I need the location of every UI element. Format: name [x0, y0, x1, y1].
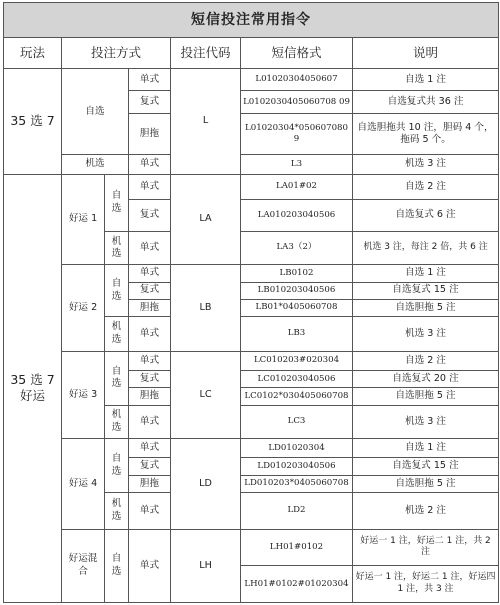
bet-desc: 机选 2 注 — [353, 492, 499, 529]
bet-desc: 自选 2 注 — [353, 174, 499, 199]
play-35x7-haoyun: 35 选 7 好运 — [4, 174, 62, 602]
bet-desc: 自选复式 15 注 — [353, 282, 499, 299]
bet-desc: 自选 1 注 — [353, 265, 499, 282]
jixuan-label: 机选 — [105, 405, 129, 439]
bet-type: 单式 — [129, 529, 171, 602]
sms-format: LD01020304 — [241, 439, 353, 458]
g1-jixuan-label: 机选 — [62, 155, 129, 174]
sms-format: LD010203*0405060708 — [241, 475, 353, 492]
sms-format: LD010203040506 — [241, 458, 353, 475]
bet-type: 胆拖 — [129, 475, 171, 492]
bet-type: 单式 — [129, 174, 171, 199]
bet-type: 复式 — [129, 458, 171, 475]
bet-type: 单式 — [129, 317, 171, 352]
g1-zixuan-label: 自选 — [62, 69, 129, 155]
zixuan-label: 自选 — [105, 529, 129, 602]
zixuan-label: 自选 — [105, 174, 129, 231]
sms-format: LC3 — [241, 405, 353, 439]
sms-format: L01020304*0506070809 — [241, 113, 353, 155]
play-35x7: 35 选 7 — [4, 69, 62, 175]
bet-code-lh: LH — [171, 529, 241, 602]
sms-format: LC010203#020304 — [241, 351, 353, 370]
sms-format: LD2 — [241, 492, 353, 529]
bet-desc: 自选复式 15 注 — [353, 458, 499, 475]
sms-format: L0102030405060708 09 — [241, 91, 353, 113]
header-desc: 说明 — [353, 37, 499, 69]
zixuan-label: 自选 — [105, 351, 129, 405]
sms-format: LA01#02 — [241, 174, 353, 199]
header-play: 玩法 — [4, 37, 62, 69]
bet-desc: 自选 1 注 — [353, 69, 499, 91]
haoyun2-label: 好运 2 — [62, 265, 105, 351]
header-method: 投注方式 — [62, 37, 171, 69]
bet-type: 复式 — [129, 371, 171, 388]
bet-code-l: L — [171, 69, 241, 175]
bet-type: 单式 — [129, 155, 171, 174]
bet-type: 胆拖 — [129, 299, 171, 316]
sms-format: LB01*0405060708 — [241, 299, 353, 316]
sms-format: LB0102 — [241, 265, 353, 282]
bet-code-lc: LC — [171, 351, 241, 438]
bet-code-ld: LD — [171, 439, 241, 529]
sms-format: LB010203040506 — [241, 282, 353, 299]
jixuan-label: 机选 — [105, 231, 129, 265]
bet-desc: 自选复式共 36 注 — [353, 91, 499, 113]
sms-format: LB3 — [241, 317, 353, 352]
bet-desc: 自选胆拖共 10 注，胆码 4 个，拖码 5 个。 — [353, 113, 499, 155]
sms-format: LH01#0102#01020304 — [241, 566, 353, 603]
sms-format: L01020304050607 — [241, 69, 353, 91]
jixuan-label: 机选 — [105, 492, 129, 529]
bet-type: 单式 — [129, 69, 171, 91]
sms-format: LC0102*030405060708 — [241, 388, 353, 405]
jixuan-label: 机选 — [105, 317, 129, 352]
bet-type: 复式 — [129, 91, 171, 113]
bet-desc: 自选复式 20 注 — [353, 371, 499, 388]
bet-type: 胆拖 — [129, 388, 171, 405]
bet-type: 胆拖 — [129, 113, 171, 155]
header-code: 投注代码 — [171, 37, 241, 69]
sms-format: LA010203040506 — [241, 200, 353, 232]
zixuan-label: 自选 — [105, 439, 129, 493]
bet-desc: 自选胆拖 5 注 — [353, 388, 499, 405]
sms-command-table — [3, 2, 499, 603]
bet-code-lb: LB — [171, 265, 241, 351]
table-title: 短信投注常用指令 — [4, 3, 499, 38]
bet-desc: 机选 3 注，每注 2 倍，共 6 注 — [353, 231, 499, 265]
bet-code-la: LA — [171, 174, 241, 264]
bet-desc: 自选胆拖 5 注 — [353, 299, 499, 316]
bet-type: 单式 — [129, 439, 171, 458]
bet-desc: 自选复式 6 注 — [353, 200, 499, 232]
header-format: 短信格式 — [241, 37, 353, 69]
bet-type: 单式 — [129, 405, 171, 439]
sms-format: LA3（2） — [241, 231, 353, 265]
bet-desc: 自选胆拖 5 注 — [353, 475, 499, 492]
zixuan-label: 自选 — [105, 265, 129, 317]
bet-desc: 机选 3 注 — [353, 317, 499, 352]
haoyun3-label: 好运 3 — [62, 351, 105, 438]
bet-desc: 自选 2 注 — [353, 351, 499, 370]
sms-format: LH01#0102 — [241, 529, 353, 566]
bet-type: 单式 — [129, 265, 171, 282]
bet-desc: 自选 1 注 — [353, 439, 499, 458]
bet-type: 单式 — [129, 351, 171, 370]
bet-type: 复式 — [129, 282, 171, 299]
bet-desc: 好运一 1 注，好运二 1 注，好运四 1 注，共 3 注 — [353, 566, 499, 603]
bet-type: 复式 — [129, 200, 171, 232]
bet-desc: 机选 3 注 — [353, 405, 499, 439]
haoyun1-label: 好运 1 — [62, 174, 105, 264]
bet-type: 单式 — [129, 492, 171, 529]
bet-desc: 机选 3 注 — [353, 155, 499, 174]
sms-format: LC010203040506 — [241, 371, 353, 388]
bet-desc: 好运一 1 注，好运二 1 注，共 2 注 — [353, 529, 499, 566]
haoyun-mix-label: 好运混合 — [62, 529, 105, 602]
sms-format: L3 — [241, 155, 353, 174]
haoyun4-label: 好运 4 — [62, 439, 105, 529]
bet-type: 单式 — [129, 231, 171, 265]
